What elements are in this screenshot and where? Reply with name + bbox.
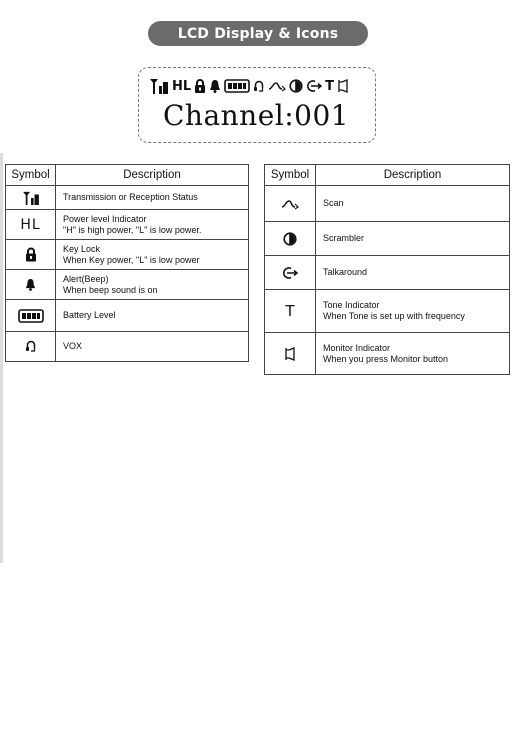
talkaround-icon (306, 79, 322, 93)
symbol-header: Symbol (6, 165, 56, 186)
description-line: When you press Monitor button (323, 353, 449, 364)
description-line: Battery Level (63, 310, 116, 320)
signal-icon (22, 191, 40, 205)
table-header-row (265, 165, 510, 186)
table-row (6, 270, 249, 300)
scrambler-icon (283, 232, 297, 246)
battery-icon (18, 309, 44, 323)
table-row (265, 256, 510, 290)
lock-icon (25, 247, 37, 262)
table-row (6, 210, 249, 240)
description-line: Power level Indicator (63, 213, 147, 224)
symbol-header: Symbol (265, 165, 316, 186)
vox-icon (25, 339, 37, 354)
description-line: Scrambler (323, 233, 365, 243)
tone-text: T (325, 78, 335, 94)
vox-icon (253, 79, 265, 94)
description-header: Description (316, 165, 510, 186)
page-edge-shadow (0, 153, 3, 563)
tone-icon: T (285, 301, 295, 320)
scrambler-icon (289, 79, 303, 93)
lcd-display (138, 67, 376, 143)
description-line: Tone Indicator (323, 300, 380, 310)
talkaround-icon (282, 266, 298, 280)
lock-icon (194, 79, 206, 93)
section-title: LCD Display & Icons (148, 21, 368, 46)
bell-icon (25, 278, 36, 291)
table-header-row (6, 165, 249, 186)
table-row (6, 332, 249, 362)
description-line: Talkaround (323, 267, 368, 277)
description-line: When Key power, "L" is low power (63, 254, 200, 265)
description-line: When beep sound is on (63, 284, 158, 295)
table-row (6, 240, 249, 270)
description-line: Monitor Indicator (323, 342, 391, 353)
power-level-text: HL (172, 78, 192, 94)
table-row (265, 222, 510, 256)
signal-icon (149, 78, 169, 94)
table-row (6, 186, 249, 210)
bell-icon (209, 79, 221, 93)
table-row (6, 300, 249, 332)
monitor-icon (337, 79, 349, 93)
scan-icon (281, 198, 299, 210)
description-line: VOX (63, 341, 83, 351)
left-symbol-table (5, 164, 249, 362)
table-row (265, 290, 510, 333)
description-header: Description (56, 165, 249, 186)
table-row (265, 186, 510, 222)
description-line: Scan (323, 198, 344, 208)
description-line: "H" is high power, "L" is low power. (63, 224, 202, 235)
scan-icon (268, 80, 286, 92)
description-line: When Tone is set up with frequency (323, 311, 465, 321)
monitor-icon (284, 347, 296, 361)
power-level-icon: HL (20, 216, 41, 233)
description-line: Alert(Beep) (63, 273, 109, 284)
battery-icon (224, 79, 250, 93)
description-line: Key Lock (63, 243, 101, 254)
right-symbol-table (264, 164, 510, 375)
table-row (265, 333, 510, 375)
channel-readout: Channel:001 (163, 99, 350, 132)
lcd-icon-row (149, 75, 349, 97)
description-line: Transmission or Reception Status (63, 192, 198, 202)
